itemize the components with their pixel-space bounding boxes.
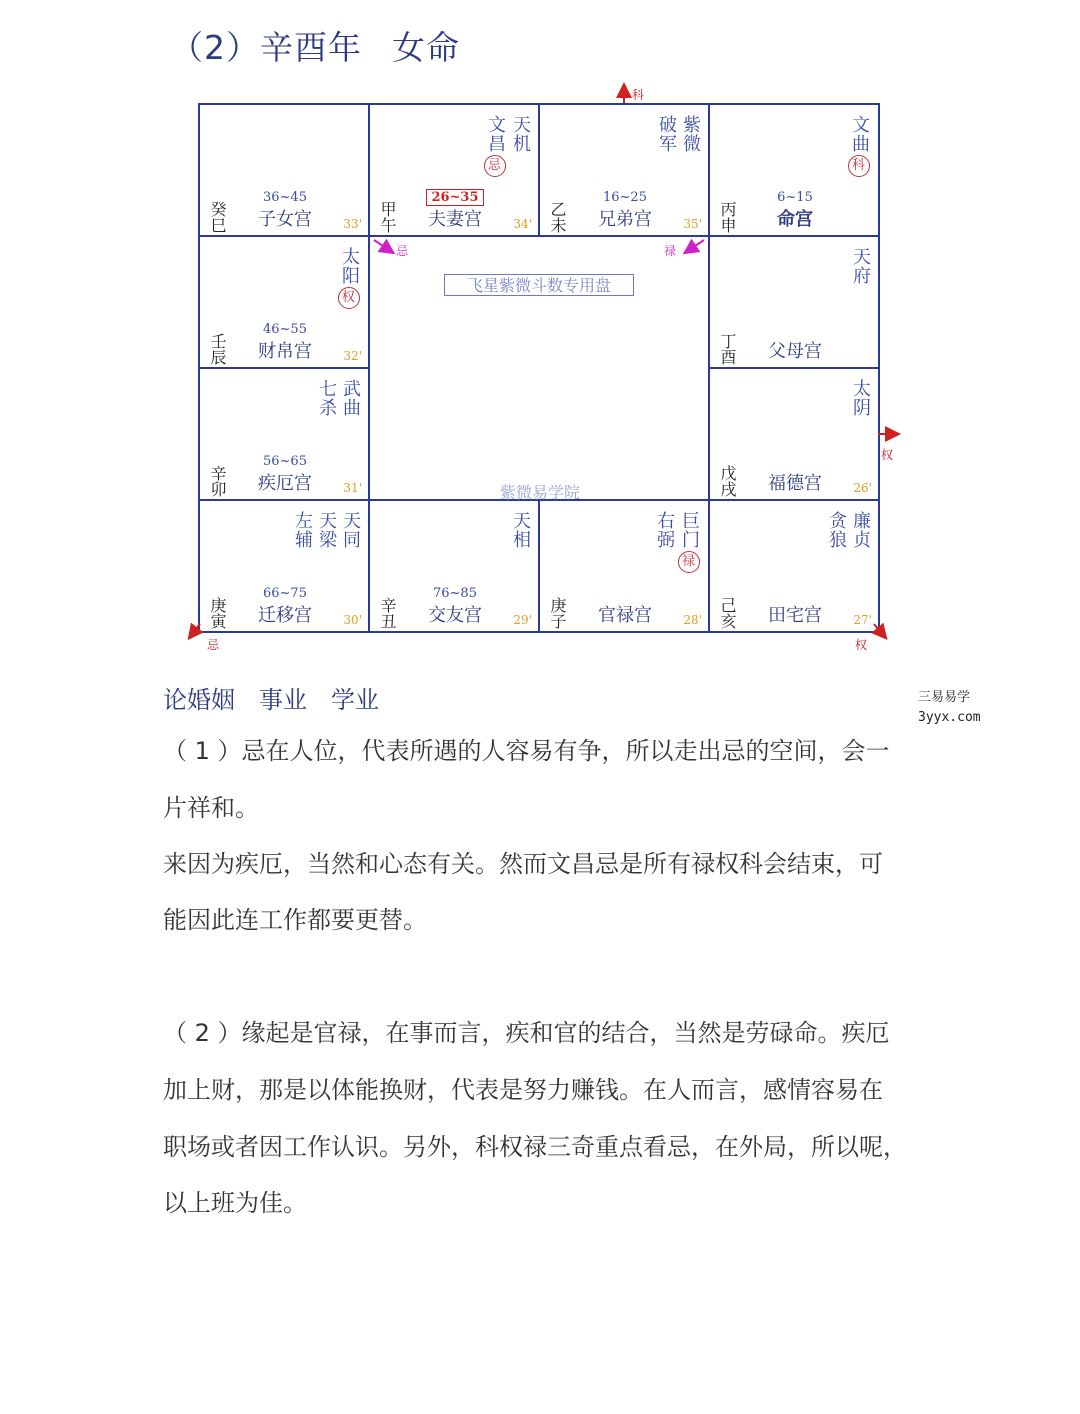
degree-label: 31' xyxy=(343,481,362,495)
age-range-text: 66~75 xyxy=(263,586,307,601)
degree-label: 29' xyxy=(513,613,532,627)
ganzhi-label: 辛丑 xyxy=(378,597,397,629)
age-range xyxy=(200,454,370,469)
star-text: 巨门 xyxy=(679,511,700,549)
age-range xyxy=(200,586,370,601)
chart-center-footer: 紫微易学院 xyxy=(499,483,580,502)
star-text: 天同 xyxy=(340,511,361,549)
star-column-group xyxy=(292,511,360,549)
age-range-text: 46~55 xyxy=(263,322,307,337)
star-name xyxy=(292,511,312,549)
paragraph-line: 能因此连工作都要更替。 xyxy=(163,906,427,934)
star-column-group xyxy=(510,511,530,549)
palace-name: 迁移宫 xyxy=(258,605,312,626)
degree-label: 28' xyxy=(683,613,702,627)
age-range-text: 16~25 xyxy=(603,190,647,205)
star-text: 破军 xyxy=(656,115,677,153)
paragraph-line: 片祥和。 xyxy=(163,794,259,822)
degree-label: 26' xyxy=(853,481,872,495)
paragraph-line: 以上班为佳。 xyxy=(163,1189,307,1217)
age-range xyxy=(370,190,540,205)
heading-study: 学业 xyxy=(331,686,379,714)
star-name xyxy=(316,379,336,417)
palace-name: 命宫 xyxy=(777,209,813,230)
age-range-text: 26~35 xyxy=(426,189,483,206)
palace-name: 交友宫 xyxy=(428,605,482,626)
star-column-group xyxy=(484,115,530,177)
arrow-bottom-right-label: 权 xyxy=(855,638,868,652)
watermark xyxy=(918,688,981,728)
ganzhi-label: 己亥 xyxy=(718,597,737,629)
sihua-badge: 禄 xyxy=(678,551,700,573)
palace-name: 夫妻宫 xyxy=(428,209,482,230)
ganzhi-label: 壬辰 xyxy=(208,333,227,365)
palace-name: 子女宫 xyxy=(258,209,312,230)
palace-cell xyxy=(538,103,710,237)
sihua-badge: 忌 xyxy=(484,155,506,177)
age-range-text: 56~65 xyxy=(263,454,307,469)
star-name xyxy=(848,115,870,177)
chart-center-title: 飞星紫微斗数专用盘 xyxy=(444,274,634,296)
ganzhi-label: 庚寅 xyxy=(208,597,227,629)
star-name xyxy=(340,379,360,417)
degree-label: 27' xyxy=(853,613,872,627)
star-name xyxy=(850,379,870,417)
star-column-group xyxy=(850,247,870,285)
star-text: 廉贞 xyxy=(850,511,871,549)
star-name xyxy=(510,511,530,549)
palace-name: 财帛宫 xyxy=(258,341,312,362)
arrow-top-label: 科 xyxy=(632,88,645,102)
watermark-line2: 3yyx.com xyxy=(918,710,981,725)
star-name xyxy=(826,511,846,549)
age-range-text: 6~15 xyxy=(777,190,813,205)
title-year: （2）辛酉年 xyxy=(170,28,362,67)
ganzhi-label: 丁酉 xyxy=(718,333,737,365)
star-name xyxy=(850,511,870,549)
palace-cell xyxy=(198,499,370,633)
ganzhi-label: 甲午 xyxy=(378,201,397,233)
star-column-group xyxy=(316,379,360,417)
arrow-inner-left-label: 忌 xyxy=(396,244,409,258)
palace-cell xyxy=(708,367,880,501)
sihua-badge: 权 xyxy=(338,287,360,309)
age-range-text: 76~85 xyxy=(433,586,477,601)
star-name xyxy=(678,511,700,573)
paragraph-line: （ 2 ）缘起是官禄，在事而言，疾和官的结合，当然是劳碌命。疾厄 xyxy=(163,1019,890,1047)
palace-name: 兄弟宫 xyxy=(598,209,652,230)
palace-cell xyxy=(708,235,880,369)
age-range-text: 36~45 xyxy=(263,190,307,205)
palace-cell xyxy=(708,103,880,237)
age-range xyxy=(540,190,710,205)
palace-cell xyxy=(198,235,370,369)
palace-name: 父母宫 xyxy=(768,341,822,362)
palace-cell xyxy=(368,103,540,237)
star-text: 左辅 xyxy=(292,511,313,549)
star-text: 天机 xyxy=(510,115,531,153)
star-column-group xyxy=(850,379,870,417)
star-column-group xyxy=(848,115,870,177)
ganzhi-label: 癸巳 xyxy=(208,201,227,233)
arrow-inner-right xyxy=(686,240,704,252)
age-range xyxy=(710,190,880,205)
section-heading xyxy=(163,680,379,715)
star-text: 贪狼 xyxy=(826,511,847,549)
watermark-line1: 三易易学 xyxy=(918,690,971,705)
star-text: 右弼 xyxy=(654,511,675,549)
star-name xyxy=(316,511,336,549)
paragraph-line: 来因为疾厄，当然和心态有关。然而文昌忌是所有禄权科会结束，可 xyxy=(163,850,883,878)
ganzhi-label: 丙申 xyxy=(718,201,737,233)
star-text: 天府 xyxy=(850,247,871,285)
palace-name: 田宅宫 xyxy=(768,605,822,626)
heading-career: 事业 xyxy=(259,686,307,714)
palace-name: 疾厄宫 xyxy=(258,473,312,494)
ganzhi-label: 辛卯 xyxy=(208,465,227,497)
age-range xyxy=(370,586,540,601)
paragraph-line: 加上财，那是以体能换财，代表是努力赚钱。在人而言，感情容易在 xyxy=(163,1076,883,1104)
star-name xyxy=(484,115,506,177)
star-name xyxy=(510,115,530,177)
degree-label: 34' xyxy=(513,217,532,231)
star-column-group xyxy=(656,115,700,153)
palace-cell xyxy=(368,499,540,633)
star-column-group xyxy=(826,511,870,549)
paragraph-line: （ 1 ）忌在人位，代表所遇的人容易有争，所以走出忌的空间，会一 xyxy=(163,737,890,765)
paragraph-line: 职场或者因工作认识。另外，科权禄三奇重点看忌，在外局，所以呢， xyxy=(163,1133,907,1161)
palace-name: 官禄宫 xyxy=(598,605,652,626)
age-range xyxy=(200,322,370,337)
palace-cell xyxy=(198,367,370,501)
arrow-right-label: 权 xyxy=(881,448,894,462)
arrow-bottom-left-label: 忌 xyxy=(207,638,220,652)
star-name xyxy=(340,511,360,549)
star-text: 文曲 xyxy=(849,115,870,153)
star-text: 文昌 xyxy=(485,115,506,153)
star-name xyxy=(680,115,700,153)
arrow-inner-right-label: 禄 xyxy=(664,244,677,258)
degree-label: 30' xyxy=(343,613,362,627)
ganzhi-label: 乙未 xyxy=(548,201,567,233)
star-name xyxy=(656,115,676,153)
ganzhi-label: 庚子 xyxy=(548,597,567,629)
title-gender: 女命 xyxy=(392,28,460,67)
arrow-inner-left xyxy=(374,240,392,252)
star-text: 七杀 xyxy=(316,379,337,417)
star-text: 太阳 xyxy=(339,247,360,285)
star-column-group xyxy=(654,511,700,573)
star-text: 太阴 xyxy=(850,379,871,417)
star-text: 武曲 xyxy=(340,379,361,417)
palace-cell xyxy=(538,499,710,633)
star-text: 天相 xyxy=(510,511,531,549)
degree-label: 33' xyxy=(343,217,362,231)
star-column-group xyxy=(338,247,360,309)
degree-label: 32' xyxy=(343,349,362,363)
degree-label: 35' xyxy=(683,217,702,231)
star-text: 天梁 xyxy=(316,511,337,549)
ganzhi-label: 戊戌 xyxy=(718,465,737,497)
palace-cell xyxy=(198,103,370,237)
star-name xyxy=(654,511,674,573)
palace-name: 福德宫 xyxy=(768,473,822,494)
star-text: 紫微 xyxy=(680,115,701,153)
heading-marriage: 论婚姻 xyxy=(163,686,235,714)
age-range xyxy=(200,190,370,205)
star-name xyxy=(338,247,360,309)
palace-cell xyxy=(708,499,880,633)
ziwei-chart xyxy=(0,0,1080,670)
sihua-badge: 科 xyxy=(848,155,870,177)
star-name xyxy=(850,247,870,285)
